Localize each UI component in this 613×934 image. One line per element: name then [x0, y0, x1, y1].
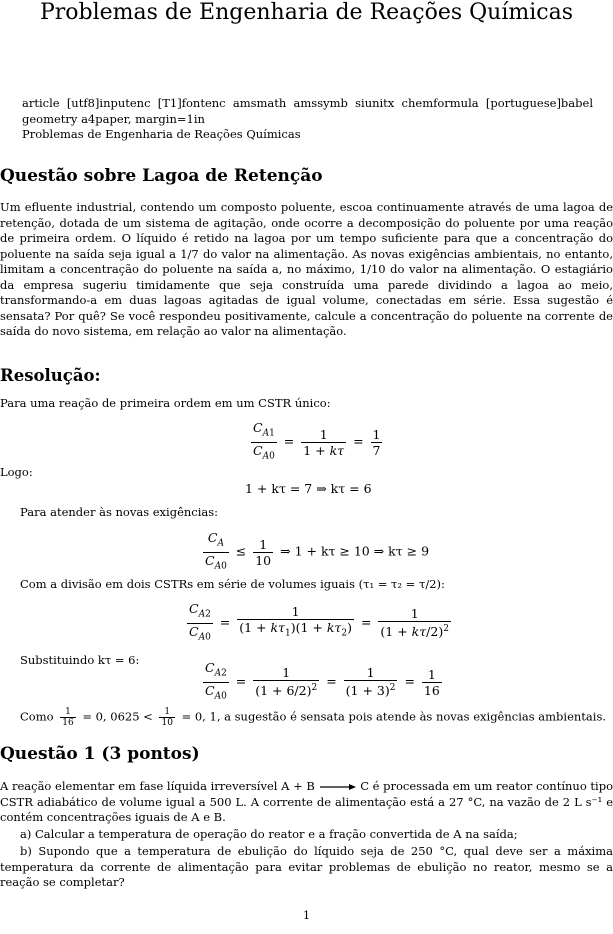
section-heading-questao-1: Questão 1 (3 pontos)	[0, 744, 200, 764]
reaction-arrow-icon	[319, 783, 357, 791]
logo-label: Logo:	[0, 465, 33, 479]
two-cstr-text: Com a divisão em dois CSTRs em série de volumes iguais (τ₁ = τ₂ = τ/2):	[20, 577, 445, 591]
page-number: 1	[302, 908, 311, 922]
equation-requirement-tail: ⇒ 1 + kτ ≥ 10 ⇒ kτ ≥ 9	[280, 543, 430, 559]
equation-ktau: 1 + kτ = 7 ⇒ kτ = 6	[245, 481, 372, 496]
questao-1-statement: A reação elementar em fase líquida irreversível A + B C é processada em um reator contínuo tipo CSTR adiabático de volume igual a 500 L. A corrente de alimentação está a 27 °C, na vazão de 2 L s⁻¹ e contém concentrações iguais de A e B.	[0, 779, 613, 824]
section-heading-lagoa: Questão sobre Lagoa de Retenção	[0, 166, 323, 186]
document-title: Problemas de Engenharia de Reações Químicas	[39, 0, 574, 25]
preamble-text	[22, 96, 593, 143]
new-requirements-text: Para atender às novas exigências:	[20, 505, 219, 519]
equation-two-cstr: $\frac{C_{A2}}{C_{A0}}$ = $\frac{1}{(1 + k\tau_1)(1 + k\tau_2)}$ = $\frac{1}{(1 + k\tau/2)^2}$	[184, 601, 454, 645]
section-body-lagoa: Um efluente industrial, contendo um composto poluente, escoa continuamente através de uma lagoa de retenção, dotada de um sistema de agitação, onde ocorre a decomposição do poluente por uma reação de primeira ordem. O líquido é retido na lagoa por um tempo suficiente para que a concentração do poluente na saída seja igual a 1/7 do valor na alimentação. As novas exigências ambientais, no entanto, limitam a concentração do poluente na saída a, no máximo, 1/10 do valor na alimentação. O estagiário da empresa sugeriu timidamente que seja construída uma parede dividindo a lagoa ao meio, transformando-a em duas lagoas agitadas de igual volume, conectadas em série. Essa sugestão é sensata? Por quê? Se você respondeu positivamente, calcule a concentração do poluente na corrente de saída do novo sistema, em relação ao valor na alimentação.	[0, 200, 613, 338]
equation-single-cstr: $\frac{C_{A1}}{C_{A0}}$ = $\frac{1}{1 + k\tau}$ = $\frac{1}{7}$	[248, 420, 385, 464]
conclusion-text: Como $\frac{1}{16}$ = 0, 0625 < $\frac{1}{10}$ = 0, 1, a sugestão é sensata pois atende às novas exigências ambientais.	[20, 707, 607, 728]
preamble-line-2: Problemas de Engenharia de Reações Químicas	[22, 127, 301, 141]
substitution-text: Substituindo kτ = 6:	[20, 653, 140, 667]
questao-1-item-b: b) Supondo que a temperatura de ebulição do líquido seja de 250 °C, qual deve ser a máxima temperatura da corrente de alimentação para evitar problemas de ebulição no reator, mesmo se a reação se completar?	[0, 844, 613, 889]
resolution-intro: Para uma reação de primeira ordem em um CSTR único:	[0, 396, 331, 410]
equation-requirement: $\frac{C_A}{C_{A0}}$ ≤ $\frac{1}{10}$ ⇒ 1 + kτ ≥ 10 ⇒ kτ ≥ 9	[200, 530, 429, 574]
equation-substituted: $\frac{C_{A2}}{C_{A0}}$ = $\frac{1}{(1 + 6/2)^2}$ = $\frac{1}{(1 + 3)^2}$ = $\frac{1}{16}$	[200, 660, 445, 704]
resolution-heading: Resolução:	[0, 366, 101, 385]
preamble-line-1: article [utf8]inputenc [T1]fontenc amsmath amssymb siunitx chemformula [portuguese]babel geometry a4paper, margin=1in	[22, 96, 593, 126]
questao-1-item-a: a) Calcular a temperatura de operação do reator e a fração convertida de A na saída;	[20, 827, 518, 841]
